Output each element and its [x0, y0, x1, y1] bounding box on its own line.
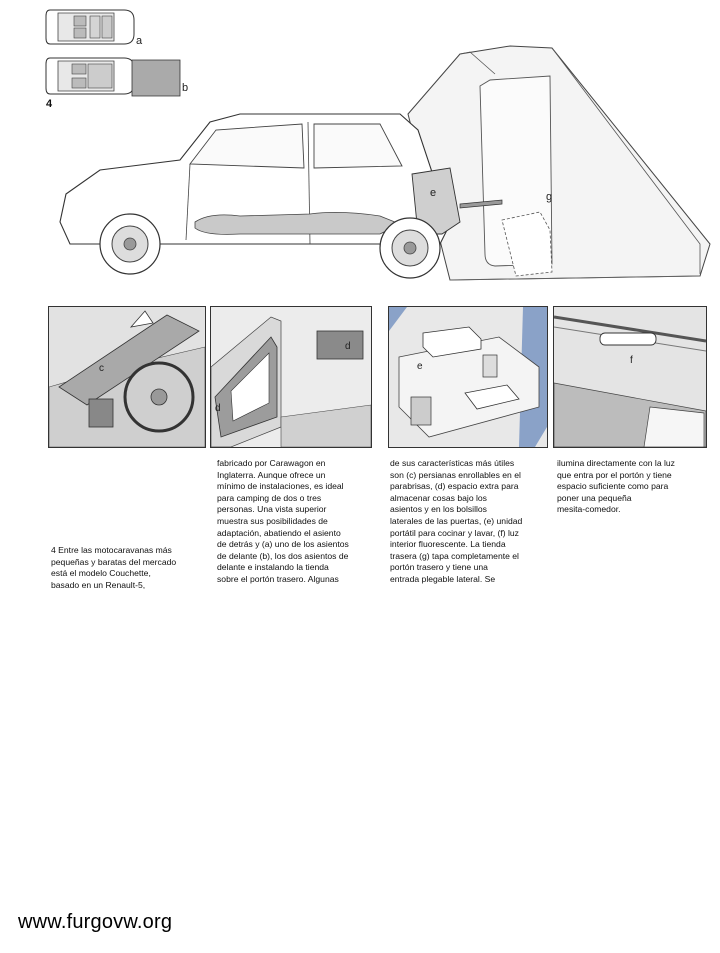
- label-a: a: [136, 35, 143, 47]
- text-line: que entra por el portón y tiene: [557, 469, 672, 480]
- text-line: adaptación, abatiendo el asiento: [217, 527, 341, 538]
- text-line: portátil para cocinar y lavar, (f) luz: [390, 527, 519, 538]
- text-line: interior fluorescente. La tienda: [390, 539, 506, 550]
- detail-panel-f-light: [553, 306, 707, 448]
- text-line: espacio suficiente como para: [557, 481, 669, 492]
- storage-illustration: [211, 307, 371, 447]
- top-view-diagram-a: [44, 4, 144, 49]
- text-line: sobre el portón trasero. Algunas: [217, 573, 339, 584]
- detail-panel-d-storage: [210, 306, 372, 448]
- label-e-main: e: [430, 187, 437, 199]
- text-column-4: [557, 458, 712, 516]
- text-line: poner una pequeña: [557, 492, 632, 503]
- label-c: c: [99, 363, 104, 374]
- text-line: muestra sus posibilidades de: [217, 515, 328, 526]
- text-column-1: [51, 545, 206, 591]
- text-line: trasera (g) tapa completamente el: [390, 550, 519, 561]
- text-line: asientos y en los bolsillos: [390, 504, 487, 515]
- label-d-upper: d: [345, 341, 351, 352]
- text-line: 4 Entre las motocaravanas más: [51, 545, 172, 555]
- dashboard-illustration: [49, 307, 205, 447]
- label-f: f: [630, 355, 633, 366]
- text-column-3: [390, 458, 550, 586]
- text-line: mesita-comedor.: [557, 504, 621, 515]
- text-line: son (c) persianas enrollables en el: [390, 469, 521, 480]
- car-side-view-illustration: [40, 44, 720, 294]
- website-footer: www.furgovw.org: [18, 911, 173, 933]
- text-line: laterales de las puertas, (e) unidad: [390, 515, 523, 526]
- text-line: para camping de dos o tres: [217, 492, 322, 503]
- text-line: parabrisas, (d) espacio extra para: [390, 481, 519, 492]
- figure-number: 4: [46, 98, 53, 110]
- text-line: mínimo de instalaciones, es ideal: [217, 481, 344, 492]
- text-line: personas. Una vista superior: [217, 504, 327, 515]
- text-line: de detrás y (a) uno de los asientos: [217, 539, 349, 550]
- text-line: Inglaterra. Aunque ofrece un: [217, 469, 326, 480]
- text-line: basado en un Renault-5,: [51, 579, 146, 590]
- text-line: de delante (b), los dos asientos de: [217, 550, 349, 561]
- detail-panel-e-kitchen: [388, 306, 548, 448]
- text-line: fabricado por Carawagon en: [217, 458, 326, 468]
- text-line: de sus características más útiles: [390, 458, 515, 468]
- fluorescent-light-illustration: [554, 307, 706, 447]
- label-e-panel: e: [417, 361, 423, 372]
- text-line: está el modelo Couchette,: [51, 568, 151, 579]
- text-line: ilumina directamente con la luz: [557, 458, 675, 468]
- label-d-lower: d: [215, 403, 221, 414]
- detail-panel-c-dashboard: [48, 306, 206, 448]
- kitchen-unit-illustration: [389, 307, 547, 447]
- text-line: portón trasero y tiene una: [390, 562, 488, 573]
- text-line: entrada plegable lateral. Se: [390, 573, 496, 584]
- text-line: delante e instalando la tienda: [217, 562, 329, 573]
- label-g: g: [546, 191, 553, 203]
- text-line: almacenar cosas bajo los: [390, 492, 487, 503]
- label-b: b: [182, 82, 189, 94]
- text-column-2: [217, 458, 377, 586]
- text-line: pequeñas y baratas del mercado: [51, 556, 177, 567]
